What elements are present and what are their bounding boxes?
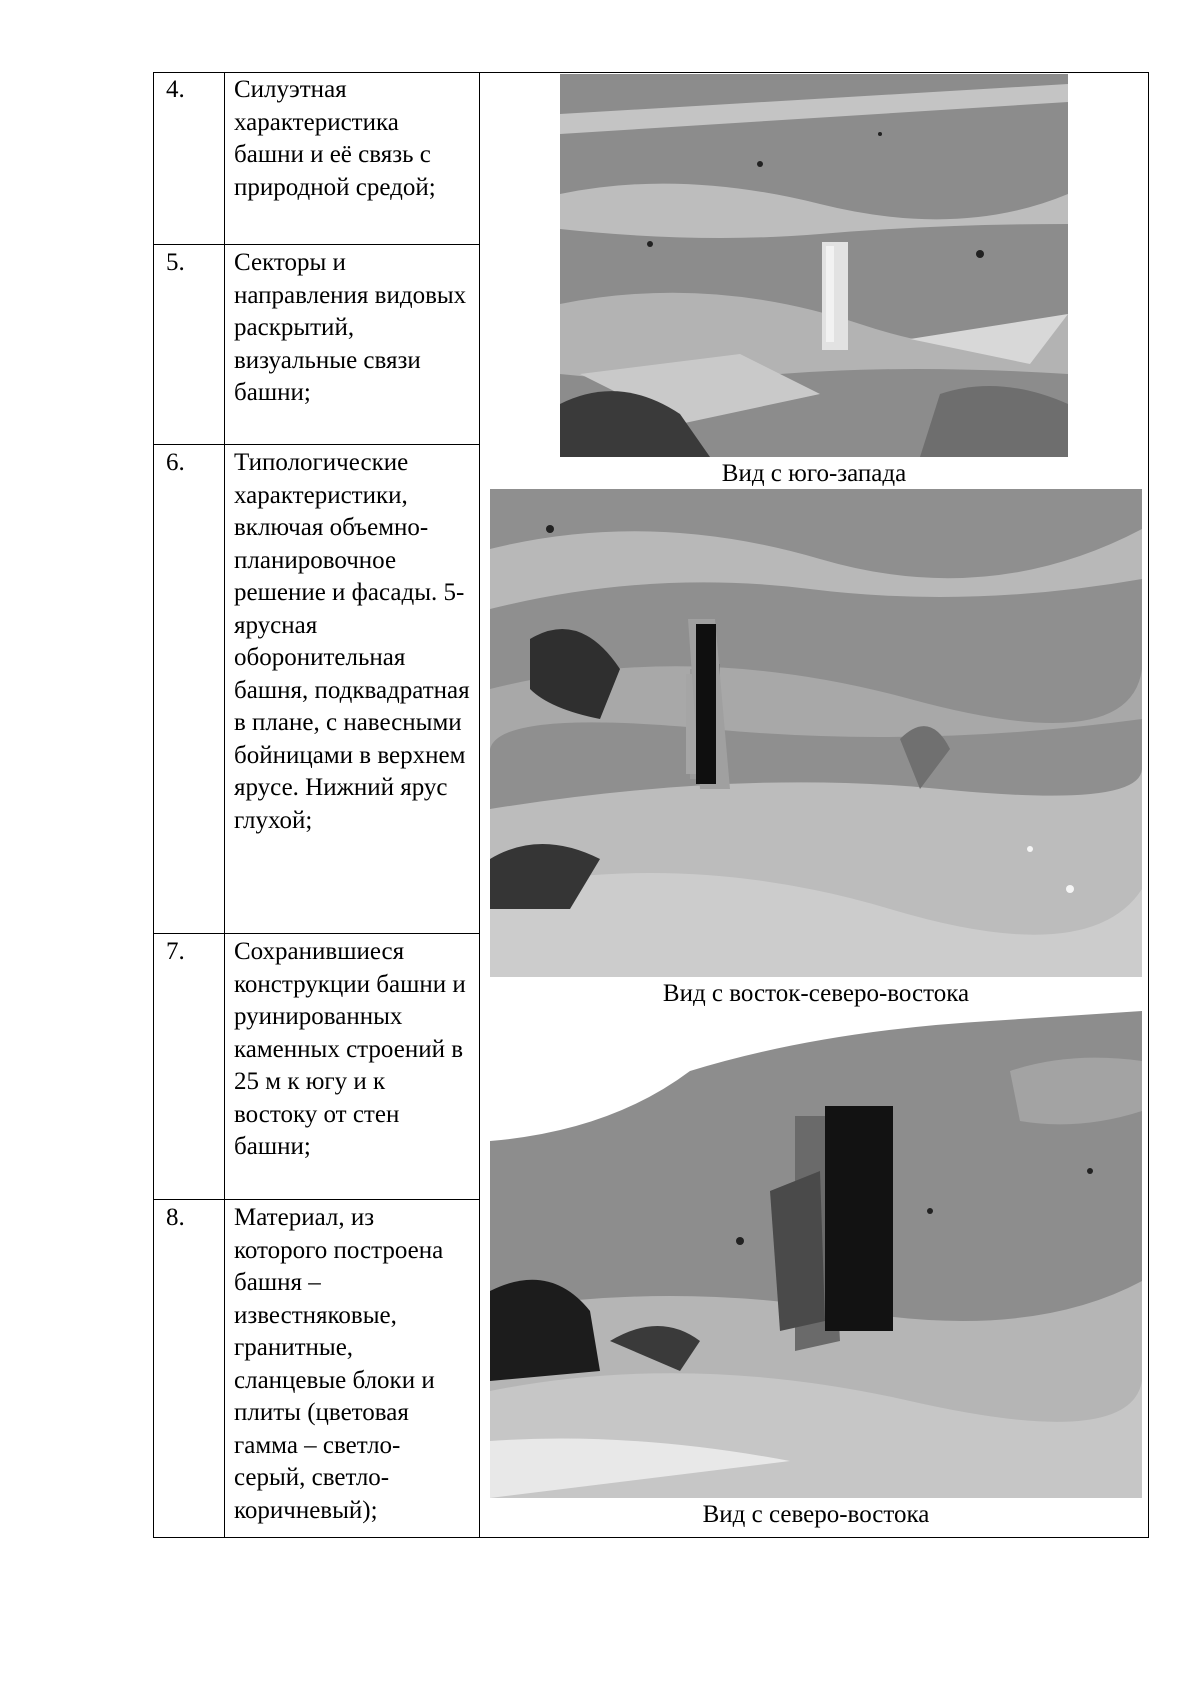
photo-caption: Вид с юго-запада — [721, 460, 907, 487]
tower-photo-northeast — [490, 1011, 1142, 1498]
row-divider — [153, 1199, 480, 1200]
row-description: Сохранившиеся конструкции башни и руинированных каменных строений в 25 м к югу и к востоку от стен башни; — [234, 938, 466, 1160]
row-number: 5. — [166, 249, 185, 276]
row-description: Типологические характеристики, включая объемно-планировочное решение и фасады. 5-ярусная оборонительная башня, подквадратная в плане, с навесными бойницами в верхнем ярусе. Нижний ярус глухой; — [234, 449, 470, 834]
photo-caption: Вид с восток-северо-востока — [662, 980, 970, 1007]
row-number: 8. — [166, 1204, 185, 1231]
photo-caption: Вид с северо-востока — [702, 1501, 930, 1528]
row-divider — [153, 933, 480, 934]
row-description: Материал, из которого построена башня – известняковые, гранитные, сланцевые блоки и плиты (цветовая гамма – светло-серый, светло-коричневый); — [234, 1204, 444, 1524]
row-number: 7. — [166, 938, 185, 965]
row-description: Силуэтная характеристика башни и её связь с природной средой; — [234, 76, 436, 201]
row-number: 6. — [166, 449, 185, 476]
tower-photo-east-northeast — [490, 489, 1142, 977]
column-divider-text — [479, 72, 480, 1538]
row-number: 4. — [166, 76, 185, 103]
row-divider — [153, 244, 480, 245]
column-divider-number — [224, 72, 225, 1538]
row-description: Секторы и направления видовых раскрытий, визуальные связи башни; — [234, 249, 467, 406]
tower-photo-southwest — [560, 74, 1068, 457]
row-divider — [153, 444, 480, 445]
